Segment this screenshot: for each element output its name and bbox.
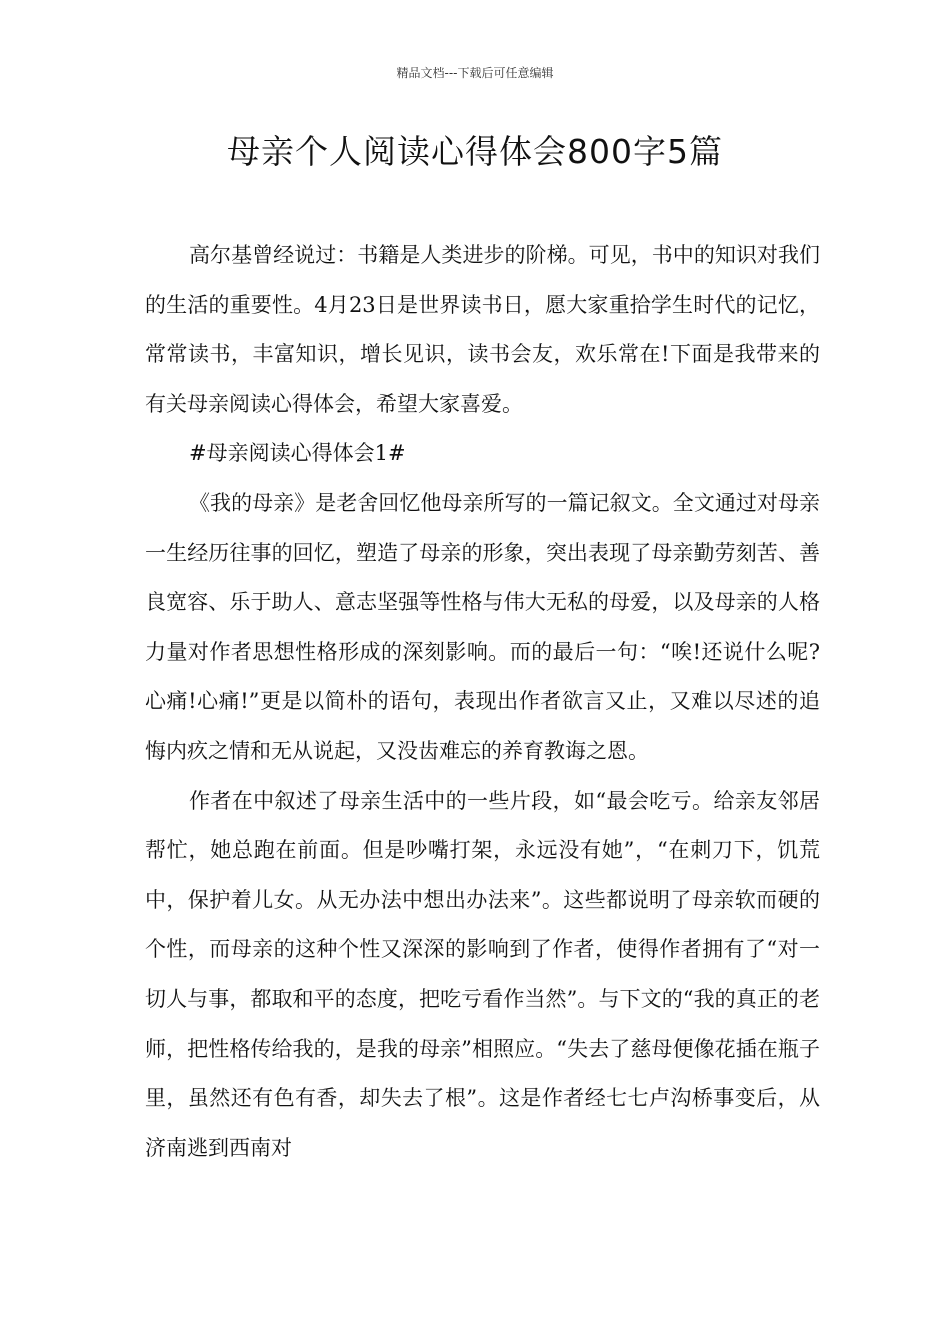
header-note: 精品文档---下载后可任意编辑 (396, 66, 554, 80)
paragraph-intro: 高尔基曾经说过：书籍是人类进步的阶梯。可见，书中的知识对我们的生活的重要性。4月23日是世界读书日，愿大家重拾学生时代的记忆，常常读书，丰富知识，增长见识，读书会友，欢乐常在!下面是我带来的有关母亲阅读心得体会，希望大家喜爱。 (145, 243, 820, 416)
section-heading: #母亲阅读心得体会1# (189, 441, 406, 466)
paragraph-body: 《我的母亲》是老舍回忆他母亲所写的一篇记叙文。全文通过对母亲一生经历往事的回忆，塑造了母亲的形象，突出表现了母亲勤劳刻苦、善良宽容、乐于助人、意志坚强等性格与伟大无私的母爱，以及母亲的人格力量对作者思想性格形成的深刻影响。而的最后一句：“唉!还说什么呢?心痛!心痛!”更是以简朴的语句，表现出作者欲言又止，又难以尽述的追悔内疚之情和无从说起，又没齿难忘的养育教诲之恩。 (145, 490, 820, 763)
paragraph-body: 作者在中叙述了母亲生活中的一些片段，如“最会吃亏。给亲友邻居帮忙，她总跑在前面。但是吵嘴打架，永远没有她”，“在刺刀下，饥荒中，保护着儿女。从无办法中想出办法来”。这些都说明了母亲软而硬的个性，而母亲的这种个性又深深的影响到了作者，使得作者拥有了“对一切人与事，都取和平的态度，把吃亏看作当然”。与下文的“我的真正的老师，把性格传给我的，是我的母亲”相照应。“失去了慈母便像花插在瓶子里，虽然还有色有香，却失去了根”。这是作者经七七卢沟桥事变后，从济南逃到西南对 (145, 788, 820, 1160)
document-body (145, 231, 820, 1173)
document-title: 母亲个人阅读心得体会800字5篇 (227, 132, 723, 171)
